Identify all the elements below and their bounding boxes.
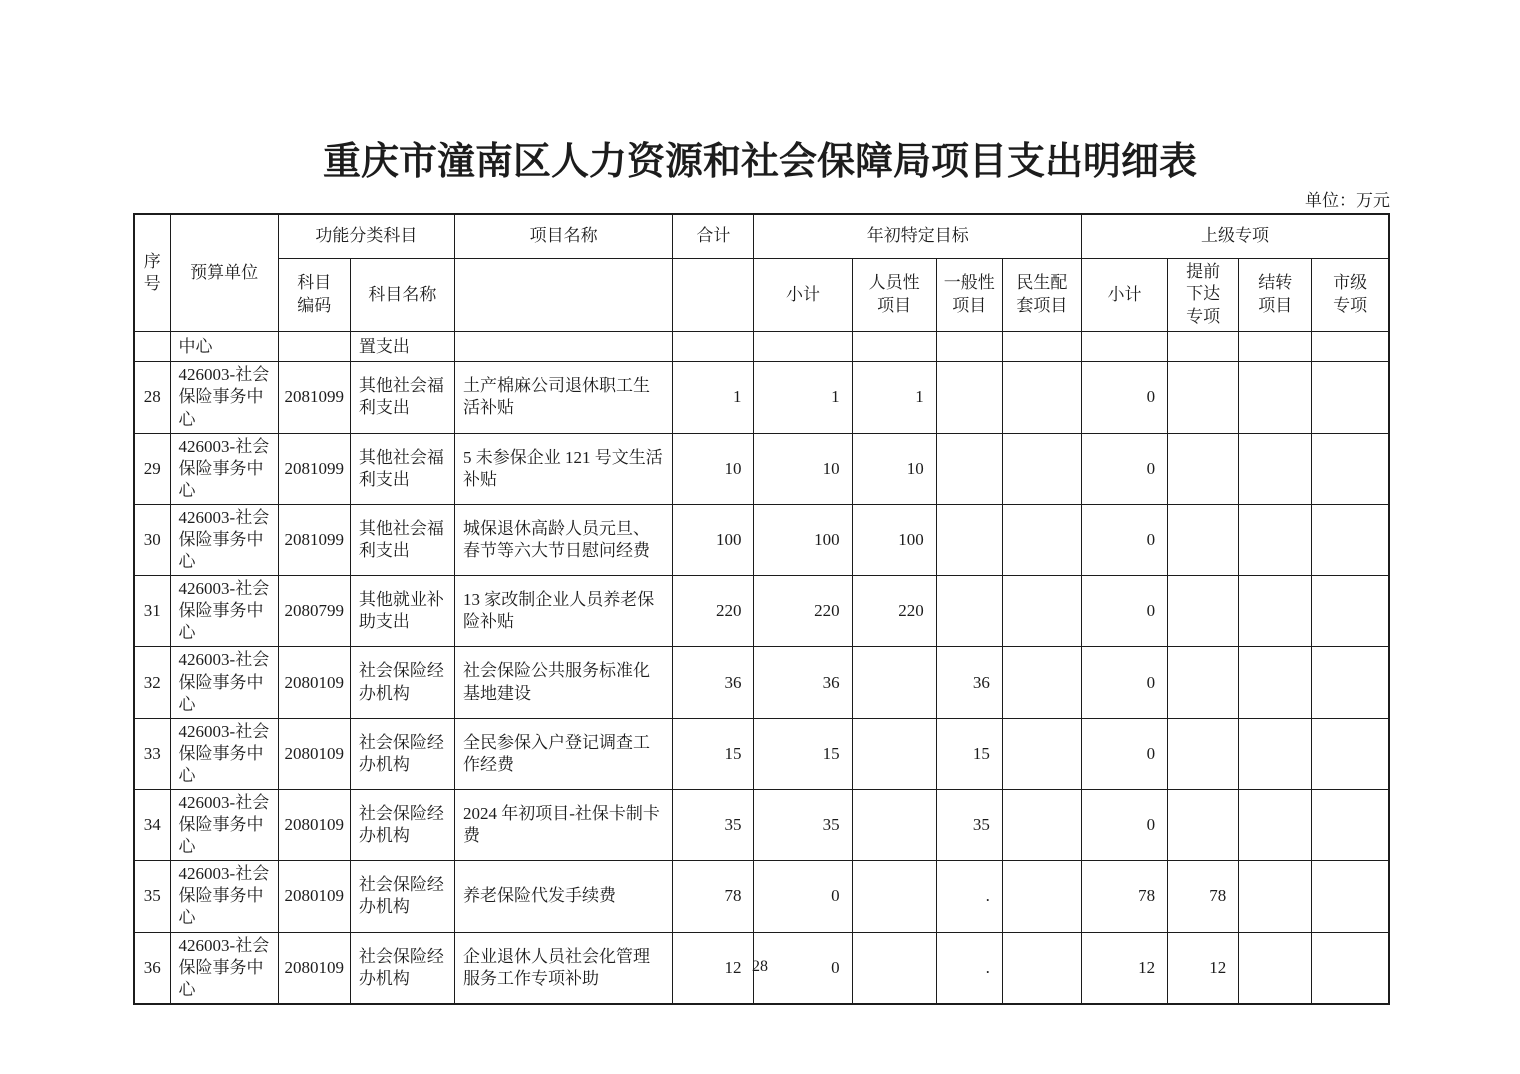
cell-municipal [1312, 576, 1389, 647]
cell-personnel: 100 [852, 504, 936, 575]
cell-livelihood [1002, 790, 1081, 861]
cell-budget-unit: 426003-社会保险事务中心 [170, 932, 278, 1004]
cell-carryforward [1239, 362, 1312, 433]
cell-general: 35 [936, 790, 1002, 861]
cell-subject-code: 2080109 [278, 647, 350, 718]
table-row [134, 504, 1389, 575]
page-title: 重庆市潼南区人力资源和社会保障局项目支出明细表 [322, 141, 1197, 183]
cell-general: 36 [936, 647, 1002, 718]
cell-project-name: 土产棉麻公司退休职工生活补贴 [454, 362, 672, 433]
header-func-group: 功能分类科目 [278, 214, 454, 258]
cell-municipal [1312, 433, 1389, 504]
cell-subject-name: 社会保险经办机构 [350, 718, 454, 789]
cell-advance [1168, 576, 1239, 647]
cell-subject-name: 其他就业补助支出 [350, 576, 454, 647]
cell-upper-subtotal: 0 [1081, 576, 1167, 647]
cell-total: 36 [673, 647, 754, 718]
cell-subject-code: 2081099 [278, 504, 350, 575]
cell-subject-code: 2081099 [278, 433, 350, 504]
cell-year-subtotal: 220 [754, 576, 852, 647]
cell-personnel: 220 [852, 576, 936, 647]
cell-subject-code: 2080109 [278, 718, 350, 789]
header-project-name: 项目名称 [454, 214, 672, 258]
cell-general: 15 [936, 718, 1002, 789]
table-row-carryover [134, 332, 1389, 362]
header-municipal: 市级专项 [1312, 258, 1389, 332]
cell-project-name: 13 家改制企业人员养老保险补贴 [454, 576, 672, 647]
cell-project-name: 5 未参保企业 121 号文生活补贴 [454, 433, 672, 504]
cell-general [936, 504, 1002, 575]
table-row [134, 790, 1389, 861]
cell-seq: 28 [134, 362, 170, 433]
cell-advance [1168, 433, 1239, 504]
cell-general [936, 576, 1002, 647]
cell-livelihood [1002, 718, 1081, 789]
cell-budget-unit: 426003-社会保险事务中心 [170, 790, 278, 861]
cell-carryforward [1239, 647, 1312, 718]
cell-general: . [936, 861, 1002, 932]
cell-livelihood [1002, 576, 1081, 647]
cell-subject-code: 2080109 [278, 932, 350, 1004]
cell-municipal [1312, 362, 1389, 433]
cell-project-name: 城保退休高龄人员元旦、春节等六大节日慰问经费 [454, 504, 672, 575]
cell-personnel [852, 861, 936, 932]
table-row [134, 362, 1389, 433]
cell-seq: 31 [134, 576, 170, 647]
cell-personnel: 1 [852, 362, 936, 433]
cell-total: 10 [673, 433, 754, 504]
cell-livelihood [1002, 861, 1081, 932]
cell-project-name: 养老保险代发手续费 [454, 861, 672, 932]
cell-livelihood [1002, 504, 1081, 575]
cell-upper-subtotal: 0 [1081, 362, 1167, 433]
cell-personnel [852, 718, 936, 789]
header-subject-code: 科目编码 [278, 258, 350, 332]
unit-note: 单位：万元 [1305, 191, 1390, 210]
table-row [134, 647, 1389, 718]
cell-budget-unit: 426003-社会保险事务中心 [170, 647, 278, 718]
cell-advance [1168, 362, 1239, 433]
cell-seq: 30 [134, 504, 170, 575]
header-upper-group: 上级专项 [1081, 214, 1389, 258]
cell-budget-unit: 426003-社会保险事务中心 [170, 576, 278, 647]
header-subject-name: 科目名称 [350, 258, 454, 332]
cell-year-subtotal: 0 [754, 932, 852, 1004]
cell-upper-subtotal: 0 [1081, 790, 1167, 861]
cell-advance [1168, 718, 1239, 789]
cell-upper-subtotal: 0 [1081, 718, 1167, 789]
header-upper-subtotal: 小计 [1081, 258, 1167, 332]
cell-general [936, 332, 1002, 362]
cell-upper-subtotal [1081, 332, 1167, 362]
cell-upper-subtotal: 78 [1081, 861, 1167, 932]
header-budget-unit: 预算单位 [170, 214, 278, 332]
cell-subject-name: 社会保险经办机构 [350, 790, 454, 861]
cell-personnel [852, 790, 936, 861]
cell-seq: 32 [134, 647, 170, 718]
cell-total: 100 [673, 504, 754, 575]
cell-seq: 35 [134, 861, 170, 932]
cell-year-subtotal: 35 [754, 790, 852, 861]
cell-year-subtotal: 0 [754, 861, 852, 932]
cell-personnel [852, 647, 936, 718]
cell-total: 220 [673, 576, 754, 647]
cell-subject-name: 置支出 [350, 332, 454, 362]
cell-seq [134, 332, 170, 362]
cell-subject-code: 2080109 [278, 861, 350, 932]
cell-livelihood [1002, 332, 1081, 362]
header-year-subtotal: 小计 [754, 258, 852, 332]
header-seq: 序号 [134, 214, 170, 332]
cell-carryforward [1239, 790, 1312, 861]
header-row-top [134, 214, 1389, 258]
cell-carryforward [1239, 433, 1312, 504]
cell-municipal [1312, 332, 1389, 362]
cell-subject-name: 社会保险经办机构 [350, 861, 454, 932]
cell-total: 78 [673, 861, 754, 932]
cell-project-name: 社会保险公共服务标准化基地建设 [454, 647, 672, 718]
cell-upper-subtotal: 0 [1081, 647, 1167, 718]
header-livelihood: 民生配套项目 [1002, 258, 1081, 332]
cell-carryforward [1239, 718, 1312, 789]
cell-seq: 36 [134, 932, 170, 1004]
cell-advance [1168, 647, 1239, 718]
cell-year-subtotal [754, 332, 852, 362]
cell-personnel [852, 332, 936, 362]
table-row [134, 718, 1389, 789]
cell-subject-name: 社会保险经办机构 [350, 647, 454, 718]
header-personnel: 人员性项目 [852, 258, 936, 332]
cell-total: 1 [673, 362, 754, 433]
cell-upper-subtotal: 0 [1081, 504, 1167, 575]
cell-subject-code [278, 332, 350, 362]
cell-year-subtotal: 10 [754, 433, 852, 504]
cell-total: 12 [673, 932, 754, 1004]
cell-personnel: 10 [852, 433, 936, 504]
cell-general: . [936, 932, 1002, 1004]
cell-seq: 33 [134, 718, 170, 789]
cell-livelihood [1002, 433, 1081, 504]
cell-budget-unit: 426003-社会保险事务中心 [170, 861, 278, 932]
header-advance: 提前下达专项 [1168, 258, 1239, 332]
expenditure-table [133, 213, 1390, 1005]
cell-subject-name: 其他社会福利支出 [350, 433, 454, 504]
cell-subject-name: 社会保险经办机构 [350, 932, 454, 1004]
cell-total: 15 [673, 718, 754, 789]
cell-budget-unit: 426003-社会保险事务中心 [170, 718, 278, 789]
header-row-sub [134, 258, 1389, 332]
header-total: 合计 [673, 214, 754, 258]
cell-total: 35 [673, 790, 754, 861]
header-general: 一般性项目 [936, 258, 1002, 332]
cell-year-subtotal: 1 [754, 362, 852, 433]
cell-advance: 12 [1168, 932, 1239, 1004]
cell-budget-unit: 426003-社会保险事务中心 [170, 504, 278, 575]
cell-subject-name: 其他社会福利支出 [350, 362, 454, 433]
cell-project-name: 全民参保入户登记调查工作经费 [454, 718, 672, 789]
cell-year-subtotal: 100 [754, 504, 852, 575]
cell-seq: 29 [134, 433, 170, 504]
table-row [134, 433, 1389, 504]
cell-general [936, 362, 1002, 433]
cell-municipal [1312, 790, 1389, 861]
cell-livelihood [1002, 647, 1081, 718]
cell-advance: 78 [1168, 861, 1239, 932]
cell-subject-code: 2081099 [278, 362, 350, 433]
cell-budget-unit: 426003-社会保险事务中心 [170, 362, 278, 433]
cell-carryforward [1239, 332, 1312, 362]
header-total-sub [673, 258, 754, 332]
cell-carryforward [1239, 504, 1312, 575]
cell-advance [1168, 332, 1239, 362]
cell-subject-code: 2080109 [278, 790, 350, 861]
cell-livelihood [1002, 362, 1081, 433]
table-row [134, 576, 1389, 647]
cell-year-subtotal: 15 [754, 718, 852, 789]
cell-total [673, 332, 754, 362]
cell-project-name: 2024 年初项目-社保卡制卡费 [454, 790, 672, 861]
header-carryforward: 结转项目 [1239, 258, 1312, 332]
cell-upper-subtotal: 12 [1081, 932, 1167, 1004]
cell-upper-subtotal: 0 [1081, 433, 1167, 504]
cell-municipal [1312, 504, 1389, 575]
page-number: 28 [752, 958, 768, 975]
header-year-group: 年初特定目标 [754, 214, 1082, 258]
cell-year-subtotal: 36 [754, 647, 852, 718]
cell-subject-code: 2080799 [278, 576, 350, 647]
cell-municipal [1312, 718, 1389, 789]
cell-advance [1168, 504, 1239, 575]
cell-subject-name: 其他社会福利支出 [350, 504, 454, 575]
cell-carryforward [1239, 576, 1312, 647]
cell-project-name: 企业退休人员社会化管理服务工作专项补助 [454, 932, 672, 1004]
cell-general [936, 433, 1002, 504]
cell-municipal [1312, 861, 1389, 932]
cell-municipal [1312, 647, 1389, 718]
cell-carryforward [1239, 861, 1312, 932]
cell-seq: 34 [134, 790, 170, 861]
header-project-name-sub [454, 258, 672, 332]
cell-budget-unit: 中心 [170, 332, 278, 362]
table-row [134, 861, 1389, 932]
cell-project-name [454, 332, 672, 362]
cell-budget-unit: 426003-社会保险事务中心 [170, 433, 278, 504]
cell-advance [1168, 790, 1239, 861]
